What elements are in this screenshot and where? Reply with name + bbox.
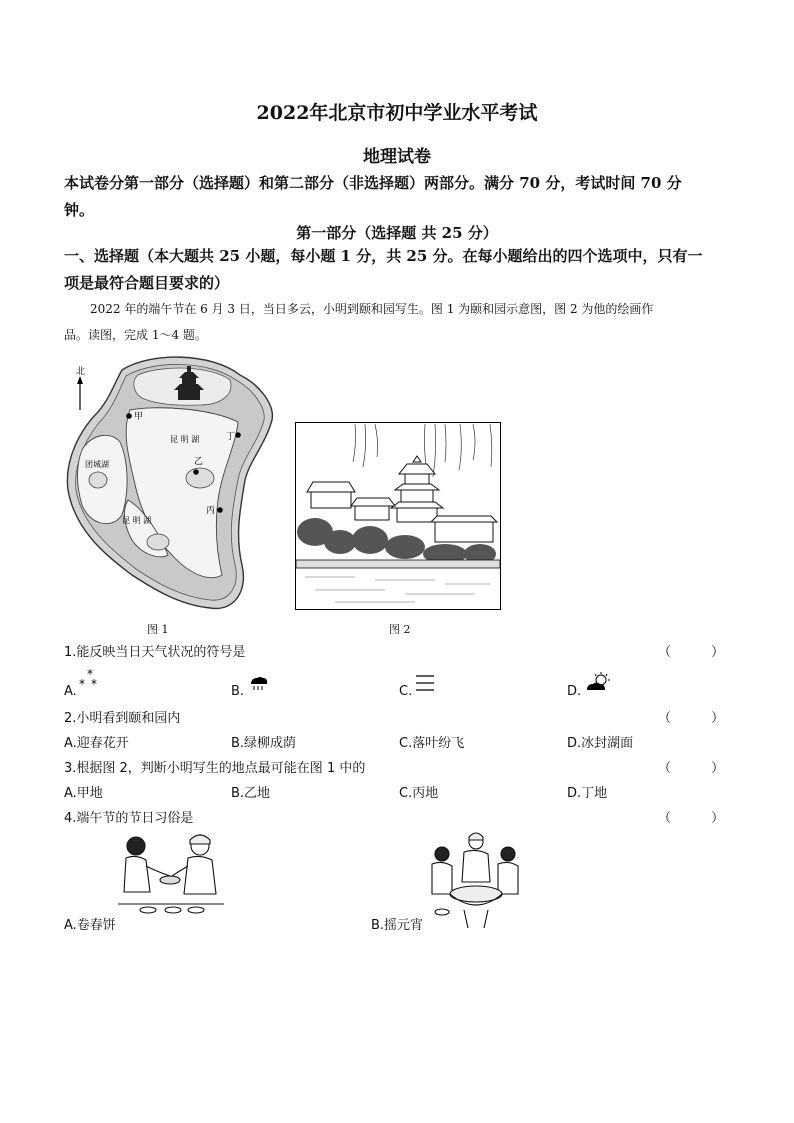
section-line-2: 项是最符合题目要求的） bbox=[64, 274, 230, 292]
shoreline-wall bbox=[296, 560, 500, 568]
question-4-answer-blank[interactable]: （ ） bbox=[658, 811, 743, 826]
point-bing bbox=[217, 507, 223, 513]
intro-line-2: 钟。 bbox=[64, 201, 95, 219]
question-1-stem: 1.能反映当日天气状况的符号是 bbox=[64, 645, 246, 660]
question-4-stem: 4.端午节的节日习俗是 bbox=[64, 811, 194, 826]
svg-text:*: * bbox=[91, 677, 97, 691]
rain-icon bbox=[249, 676, 269, 692]
question-1-answer-blank[interactable]: （ ） bbox=[658, 645, 743, 660]
q1-option-a[interactable] bbox=[64, 668, 97, 699]
exam-intro bbox=[64, 170, 728, 224]
q2-option-d[interactable]: D.冰封湖面 bbox=[567, 736, 634, 751]
question-3-stem: 3.根据图 2，判断小明写生的地点最可能在图 1 中的 bbox=[64, 761, 366, 776]
q1-option-c[interactable] bbox=[399, 684, 412, 699]
label-yi: 乙 bbox=[194, 457, 204, 467]
figure2-caption: 图 2 bbox=[389, 623, 411, 636]
label-jia: 甲 bbox=[134, 412, 144, 422]
q1-option-b[interactable] bbox=[231, 684, 244, 699]
svg-text:*: * bbox=[87, 668, 93, 681]
rolling-yuanxiao-illustration bbox=[428, 832, 524, 930]
island-west bbox=[89, 472, 107, 488]
q4-option-a[interactable]: A.卷春饼 bbox=[64, 918, 116, 933]
question-3-answer-blank[interactable]: （ ） bbox=[658, 761, 743, 776]
fog-icon bbox=[415, 674, 435, 692]
q2-option-c[interactable]: C.落叶纷飞 bbox=[399, 736, 465, 751]
snow-icon bbox=[78, 668, 104, 692]
q1-option-a-label: A. bbox=[64, 684, 77, 699]
spring-pancake-illustration bbox=[118, 832, 224, 918]
exam-subtitle: 地理试卷 bbox=[363, 147, 431, 167]
label-bing: 丙 bbox=[206, 506, 216, 516]
exam-title: 2022年北京市初中学业水平考试 bbox=[256, 102, 538, 124]
context-line-2: 品。读图，完成 1～4 题。 bbox=[64, 328, 207, 342]
q1-option-c-label: C. bbox=[399, 684, 413, 699]
label-tuancheng-lake: 团城湖 bbox=[85, 460, 109, 469]
intro-line-1: 本试卷分第一部分（选择题）和第二部分（非选择题）两部分。满分 70 分，考试时间 70 分 bbox=[64, 174, 682, 192]
point-jia bbox=[126, 413, 132, 419]
question-2-stem: 2.小明看到颐和园内 bbox=[64, 711, 181, 726]
island-yi bbox=[186, 468, 214, 488]
section-instructions bbox=[64, 243, 728, 297]
point-yi bbox=[193, 469, 199, 475]
q3-option-a[interactable]: A.甲地 bbox=[64, 786, 103, 801]
question-2-answer-blank[interactable]: （ ） bbox=[658, 711, 743, 726]
north-arrowhead-icon bbox=[77, 376, 83, 384]
q1-option-d-label: D. bbox=[567, 684, 582, 699]
figure2-sketch bbox=[295, 422, 501, 610]
q2-option-a[interactable]: A.迎春花开 bbox=[64, 736, 129, 751]
context-line-1: 2022 年的端午节在 6 月 3 日，当日多云，小明到颐和园写生。图 1 为颐和园示意图，图 2 为他的绘画作 bbox=[90, 302, 654, 316]
q3-option-b[interactable]: B.乙地 bbox=[231, 786, 271, 801]
q2-option-b[interactable]: B.绿柳成荫 bbox=[231, 736, 297, 751]
figure1-caption: 图 1 bbox=[147, 623, 169, 636]
partly-cloudy-icon bbox=[585, 672, 611, 694]
svg-text:*: * bbox=[79, 677, 85, 691]
section-line-1: 一、选择题（本大题共 25 小题，每小题 1 分，共 25 分。在每小题给出的四个选项中，只有一 bbox=[64, 247, 703, 265]
q3-option-d[interactable]: D.丁地 bbox=[567, 786, 608, 801]
island-south bbox=[147, 534, 169, 550]
label-ding: 丁 bbox=[226, 432, 236, 442]
q1-option-b-label: B. bbox=[231, 684, 245, 699]
q1-option-d[interactable] bbox=[567, 684, 581, 699]
label-kunming-lake-south: 昆 明 湖 bbox=[122, 516, 152, 525]
point-ding bbox=[235, 432, 241, 438]
label-kunming-lake-main: 昆 明 湖 bbox=[170, 435, 200, 444]
q3-option-c[interactable]: C.丙地 bbox=[399, 786, 439, 801]
figure1-map bbox=[60, 350, 285, 615]
q4-option-b[interactable]: B.摇元宵 bbox=[371, 918, 424, 933]
north-label: 北 bbox=[76, 367, 86, 377]
part1-heading: 第一部分（选择题 共 25 分） bbox=[296, 224, 498, 242]
